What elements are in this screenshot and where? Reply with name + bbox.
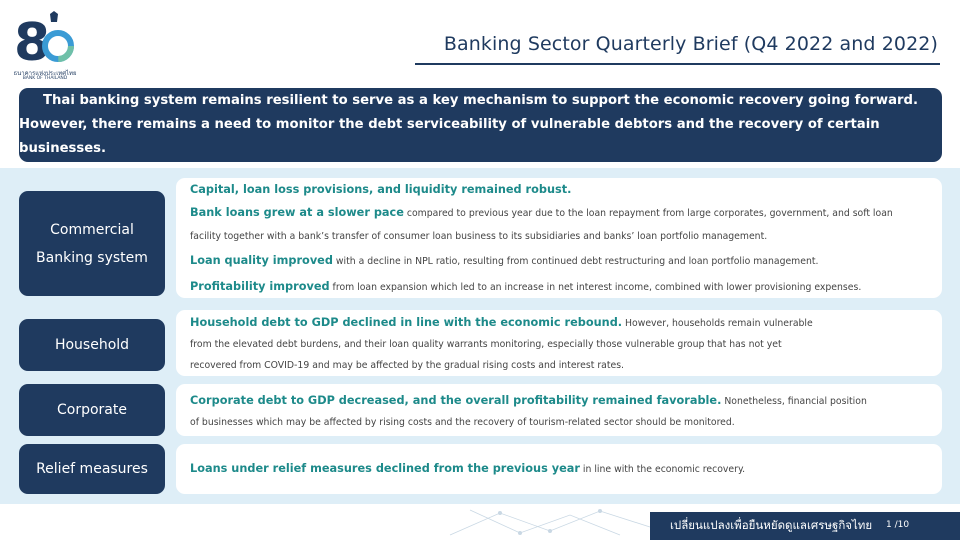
commercial-point-loans-cont: facility together with a bank’s transfer of consumer loan business to its subsidiaries and banks’ loan portfolio management. (190, 231, 768, 242)
commercial-highlight-profitability: Profitability improved (190, 280, 330, 293)
network-decoration (440, 505, 660, 540)
label-household-text: Household (54, 337, 130, 353)
card-commercial-banking (176, 178, 942, 298)
logo-80-emblem (14, 10, 74, 70)
label-relief-text: Relief measures (36, 461, 148, 477)
household-line-2: from the elevated debt burdens, and their loan quality warrants monitoring, especially those vulnerable group that has not yet (190, 339, 782, 350)
commercial-point-profitability (190, 274, 934, 300)
label-corporate (19, 384, 165, 436)
card-relief-measures (176, 444, 942, 494)
summary-line-2: However, there remains a need to monitor the debt serviceability of vulnerable debtors and the recovery of certain businesses. (19, 117, 880, 156)
label-relief-measures (19, 444, 165, 494)
logo-name-thai: ธนาคารแห่งประเทศไทย (13, 70, 77, 77)
bank-of-thailand-logo (6, 6, 80, 82)
commercial-highlight-quality: Loan quality improved (190, 254, 333, 267)
summary-banner (19, 88, 942, 162)
footer-slogan: เปลี่ยนแปลงเพื่อยืนหยัดดูแลเศรษฐกิจไทย (670, 518, 873, 532)
label-commercial-banking (19, 191, 165, 296)
commercial-highlight-capital: Capital, loan loss provisions, and liquidity remained robust. (190, 183, 572, 196)
relief-line (190, 458, 934, 481)
label-commercial-line-2: Banking system (36, 249, 148, 266)
corporate-text-1: Nonetheless, financial position (721, 396, 867, 407)
household-highlight: Household debt to GDP declined in line with the economic rebound. (190, 316, 623, 329)
relief-highlight: Loans under relief measures declined from the previous year (190, 462, 580, 475)
commercial-highlight-loans: Bank loans grew at a slower pace (190, 206, 404, 219)
relief-text: in line with the economic recovery. (579, 464, 746, 475)
commercial-point-loans (190, 201, 934, 225)
household-text-1: However, households remain vulnerable (622, 318, 813, 329)
card-household (176, 310, 942, 376)
commercial-text-loans: compared to previous year due to the loan repayment from large corporates, government, and soft loan (403, 208, 893, 219)
label-commercial-line-1: Commercial (50, 221, 134, 238)
page-title: Banking Sector Quarterly Brief (Q4 2022 and 2022) (443, 33, 938, 55)
household-line-1 (190, 313, 934, 334)
household-line-3: recovered from COVID-19 and may be affected by the gradual rising costs and interest rates. (190, 360, 625, 371)
corporate-line-1 (190, 390, 934, 412)
title-underline (415, 63, 940, 65)
page-number: 1 /10 (886, 520, 910, 530)
logo-name-english: BANK OF THAILAND (22, 76, 68, 81)
summary-line-1: Thai banking system remains resilient to serve as a key mechanism to support the economic recovery going forward. (43, 93, 918, 108)
card-corporate (176, 384, 942, 436)
commercial-text-profitability: from loan expansion which led to an increase in net interest income, combined with lower provisioning expenses. (329, 282, 862, 293)
commercial-point-capital (190, 179, 934, 201)
corporate-highlight: Corporate debt to GDP decreased, and the overall profitability remained favorable. (190, 394, 722, 407)
svg-text:8: 8 (14, 13, 51, 70)
commercial-point-quality (190, 249, 934, 274)
label-household (19, 319, 165, 371)
label-corporate-text: Corporate (57, 402, 127, 418)
corporate-line-2: of businesses which may be affected by rising costs and the recovery of tourism-related sector should be monitored. (190, 417, 735, 428)
commercial-text-quality: with a decline in NPL ratio, resulting from continued debt restructuring and loan portfolio management. (332, 256, 819, 267)
